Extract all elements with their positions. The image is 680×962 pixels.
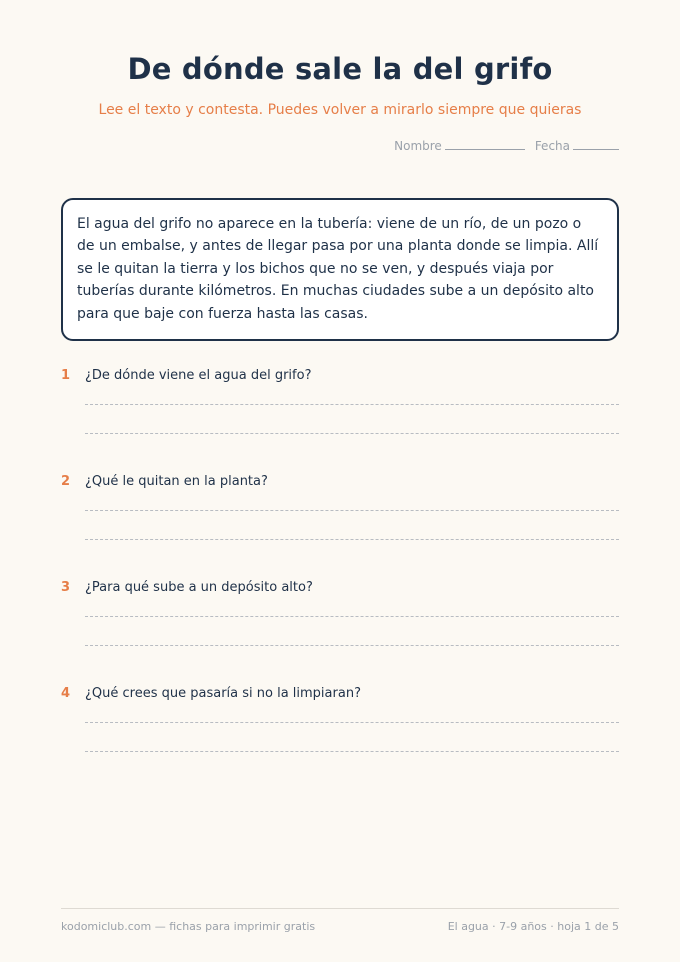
answer-line [85,722,619,723]
footer-divider [61,908,619,909]
date-blank-line [573,139,619,150]
name-date-fields [394,139,619,153]
footer-site-text: kodomiclub.com — fichas para imprimir gratis [61,920,316,933]
question-1 [61,368,619,434]
question-3 [61,580,619,646]
page-title: De dónde sale la del grifo [127,52,553,86]
reading-text-box [61,198,619,341]
answer-line [85,433,619,434]
answer-line [85,510,619,511]
question-text: ¿Qué le quitan en la planta? [85,474,268,489]
question-number: 3 [61,580,71,595]
answer-line [85,751,619,752]
question-text: ¿Para qué sube a un depósito alto? [85,580,313,595]
instructions-subtitle: Lee el texto y contesta. Puedes volver a mirarlo siempre que quieras [98,102,582,118]
name-blank-line [445,139,525,150]
answer-line [85,404,619,405]
question-number: 1 [61,368,71,383]
answer-line [85,539,619,540]
date-label: Fecha [534,139,570,153]
reading-text: El agua del grifo no aparece en la tubería: viene de un río, de un pozo o de un embalse, y antes de llegar pasa por una planta donde se limpia. Allí se le quitan la tierra y los bichos que no se ven, y después viaja por tuberías durante kilómetros. En muchas ciudades sube a un depósito alto para que baje con fuerza hasta las casas. [77,216,599,322]
question-2 [61,474,619,540]
name-label: Nombre [394,139,442,153]
question-text: ¿Qué crees que pasaría si no la limpiaran? [85,686,361,701]
question-number: 4 [61,686,71,701]
question-text: ¿De dónde viene el agua del grifo? [85,368,312,383]
answer-line [85,616,619,617]
question-number: 2 [61,474,71,489]
answer-line [85,645,619,646]
question-4 [61,686,619,752]
footer-page-info: El agua · 7-9 años · hoja 1 de 5 [447,920,619,933]
